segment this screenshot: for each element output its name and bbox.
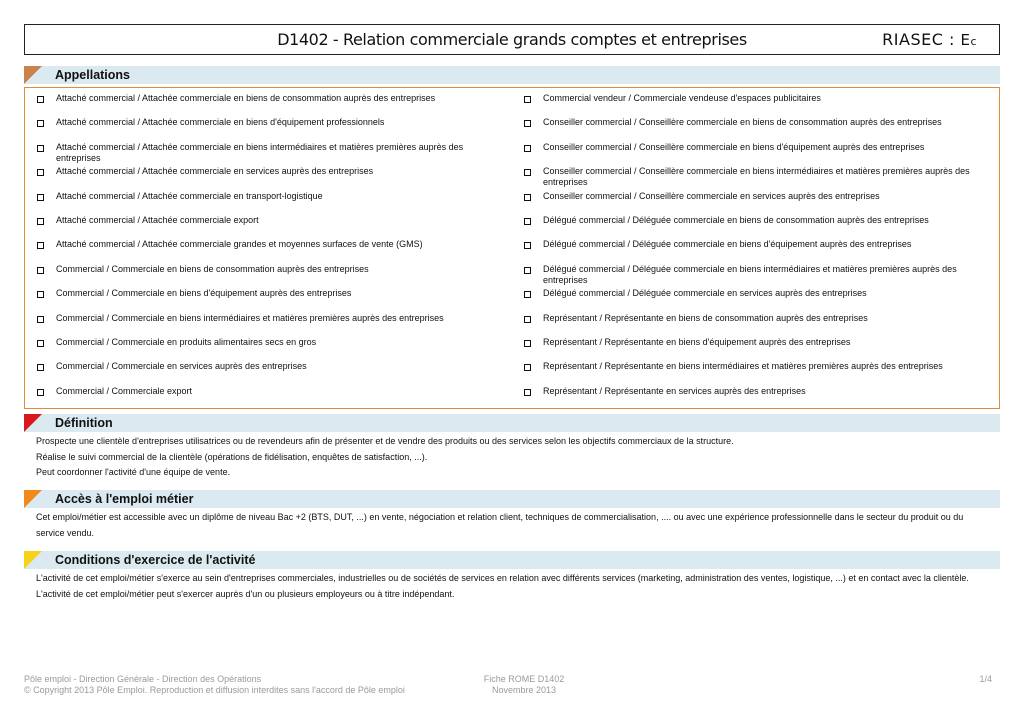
checkbox-icon	[37, 291, 44, 298]
footer-org: Pôle emploi - Direction Générale - Direction des Opérations	[24, 674, 262, 684]
checkbox-icon	[524, 169, 531, 176]
conditions-text	[36, 571, 986, 602]
section-definition	[24, 414, 1000, 432]
section-marker-icon	[24, 551, 42, 569]
appellation-item	[35, 337, 505, 348]
appellation-label: Commercial / Commerciale en biens d'équipement auprès des entreprises	[56, 288, 352, 299]
appellation-item	[35, 288, 505, 299]
appellation-label: Délégué commercial / Déléguée commerciale en services auprès des entreprises	[543, 288, 867, 299]
appellation-item	[522, 386, 992, 397]
section-title: Appellations	[55, 68, 131, 82]
appellation-item	[35, 215, 505, 226]
definition-line: Réalise le suivi commercial de la clientèle (opérations de fidélisation, enquêtes de satisfaction, ...).	[36, 451, 428, 462]
checkbox-icon	[37, 340, 44, 347]
appellation-label: Attaché commercial / Attachée commerciale en biens intermédiaires et matières premières auprès des entreprises	[56, 141, 464, 163]
appellation-item	[522, 93, 992, 104]
appellation-label: Commercial / Commerciale en biens intermédiaires et matières premières auprès des entreprises	[56, 312, 444, 323]
appellation-label: Conseiller commercial / Conseillère commerciale en biens de consommation auprès des entreprises	[543, 117, 942, 128]
appellation-label: Attaché commercial / Attachée commerciale en biens d'équipement professionnels	[56, 117, 385, 128]
appellation-item	[35, 166, 505, 177]
appellation-label: Représentant / Représentante en biens intermédiaires et matières premières auprès des entreprises	[543, 361, 943, 372]
appellation-item	[35, 264, 505, 275]
appellation-item	[35, 142, 505, 164]
appellation-label: Attaché commercial / Attachée commerciale en services auprès des entreprises	[56, 166, 374, 177]
conditions-line: L'activité de cet emploi/métier s'exerce au sein d'entreprises commerciales, industrielles ou de sociétés de services en relation avec différents services (marketing, administration des ventes, logistique, ...) et en contact avec la clientèle.	[36, 573, 969, 583]
appellation-label: Attaché commercial / Attachée commerciale export	[56, 215, 259, 225]
footer-left	[24, 674, 405, 695]
checkbox-icon	[524, 364, 531, 371]
appellation-item	[35, 191, 505, 202]
checkbox-icon	[37, 194, 44, 201]
footer-date: Novembre 2013	[491, 684, 557, 695]
section-conditions	[24, 551, 1000, 569]
appellation-label: Conseiller commercial / Conseillère commerciale en biens d'équipement auprès des entreprises	[543, 141, 925, 152]
appellation-item	[522, 264, 992, 286]
riasec-code	[882, 30, 977, 49]
checkbox-icon	[37, 316, 44, 323]
appellation-item	[522, 239, 992, 250]
riasec-label: RIASEC :	[882, 30, 955, 49]
appellation-label: Commercial / Commerciale en produits alimentaires secs en gros	[56, 337, 317, 347]
appellation-label: Représentant / Représentante en biens d'équipement auprès des entreprises	[543, 337, 851, 347]
checkbox-icon	[37, 218, 44, 225]
conditions-line: L'activité de cet emploi/métier peut s'exercer auprès d'un ou plusieurs employeurs ou à titre indépendant.	[36, 588, 455, 599]
appellation-label: Représentant / Représentante en biens de consommation auprès des entreprises	[543, 312, 868, 323]
footer-center	[452, 674, 596, 695]
appellation-label: Attaché commercial / Attachée commerciale grandes et moyennes surfaces de vente (GMS)	[56, 239, 423, 250]
section-marker-icon	[24, 490, 42, 508]
appellation-label: Représentant / Représentante en services auprès des entreprises	[543, 385, 806, 396]
appellation-item	[35, 361, 505, 372]
checkbox-icon	[524, 120, 531, 127]
checkbox-icon	[37, 267, 44, 274]
footer-page: 1/4	[979, 674, 992, 684]
checkbox-icon	[524, 291, 531, 298]
section-appellations	[24, 66, 1000, 84]
appellation-label: Commercial vendeur / Commerciale vendeuse d'espaces publicitaires	[543, 93, 821, 103]
checkbox-icon	[524, 218, 531, 225]
checkbox-icon	[37, 145, 44, 152]
section-title: Conditions d'exercice de l'activité	[55, 553, 256, 567]
appellation-label: Délégué commercial / Déléguée commerciale en biens de consommation auprès des entreprises	[543, 215, 929, 225]
section-acces	[24, 490, 1000, 508]
appellation-item	[522, 215, 992, 226]
appellation-item	[35, 93, 505, 104]
appellation-label: Attaché commercial / Attachée commerciale en biens de consommation auprès des entreprises	[56, 93, 436, 103]
appellation-label: Attaché commercial / Attachée commerciale en transport-logistique	[56, 190, 323, 201]
appellation-item	[522, 166, 992, 188]
page-title: D1402 - Relation commerciale grands comptes et entreprises	[277, 30, 747, 49]
checkbox-icon	[524, 267, 531, 274]
footer-copyright: © Copyright 2013 Pôle Emploi. Reproduction et diffusion interdites sans l'accord de Pôle emploi	[24, 684, 405, 695]
appellation-item	[522, 191, 992, 202]
checkbox-icon	[37, 120, 44, 127]
checkbox-icon	[524, 96, 531, 103]
appellation-item	[522, 313, 992, 324]
checkbox-icon	[37, 96, 44, 103]
appellation-item	[35, 386, 505, 397]
acces-line: Cet emploi/métier est accessible avec un diplôme de niveau Bac +2 (BTS, DUT, ...) en vente, négociation et relation client, techniques de commercialisation, .... ou avec une expérience professionnelle dans le secteur du produit ou du service vendu.	[36, 512, 964, 538]
appellation-item	[522, 288, 992, 299]
footer-fiche: Fiche ROME D1402	[483, 674, 565, 684]
appellation-label: Conseiller commercial / Conseillère commerciale en biens intermédiaires et matières premières auprès des entreprises	[543, 166, 970, 188]
checkbox-icon	[37, 364, 44, 371]
checkbox-icon	[524, 389, 531, 396]
riasec-minor: c	[970, 35, 977, 48]
section-title: Définition	[55, 416, 113, 430]
definition-line: Prospecte une clientèle d'entreprises utilisatrices ou de revendeurs afin de présenter et de vendre des produits ou des services selon les objectifs commerciaux de la structure.	[36, 436, 734, 446]
appellation-item	[522, 142, 992, 153]
appellation-item	[522, 117, 992, 128]
acces-text	[36, 510, 986, 541]
appellation-label: Conseiller commercial / Conseillère commerciale en services auprès des entreprises	[543, 190, 880, 201]
checkbox-icon	[524, 340, 531, 347]
checkbox-icon	[37, 389, 44, 396]
appellation-item	[522, 361, 992, 372]
appellation-item	[35, 117, 505, 128]
checkbox-icon	[524, 145, 531, 152]
checkbox-icon	[37, 242, 44, 249]
riasec-major: E	[960, 31, 971, 49]
appellation-label: Commercial / Commerciale export	[56, 385, 193, 396]
definition-line: Peut coordonner l'activité d'une équipe de vente.	[36, 467, 231, 477]
checkbox-icon	[524, 316, 531, 323]
section-marker-icon	[24, 414, 42, 432]
appellation-label: Délégué commercial / Déléguée commerciale en biens d'équipement auprès des entreprises	[543, 239, 912, 250]
appellation-item	[35, 239, 505, 250]
appellations-list	[24, 87, 1000, 409]
appellation-label: Délégué commercial / Déléguée commerciale en biens intermédiaires et matières premières auprès des entreprises	[543, 263, 957, 285]
appellation-label: Commercial / Commerciale en biens de consommation auprès des entreprises	[56, 263, 369, 274]
appellation-label: Commercial / Commerciale en services auprès des entreprises	[56, 361, 307, 372]
section-title: Accès à l'emploi métier	[55, 492, 194, 506]
appellation-item	[522, 337, 992, 348]
section-marker-icon	[24, 66, 42, 84]
checkbox-icon	[524, 242, 531, 249]
definition-text	[36, 434, 986, 481]
appellation-item	[35, 313, 505, 324]
checkbox-icon	[524, 194, 531, 201]
checkbox-icon	[37, 169, 44, 176]
title-bar	[24, 24, 1000, 55]
